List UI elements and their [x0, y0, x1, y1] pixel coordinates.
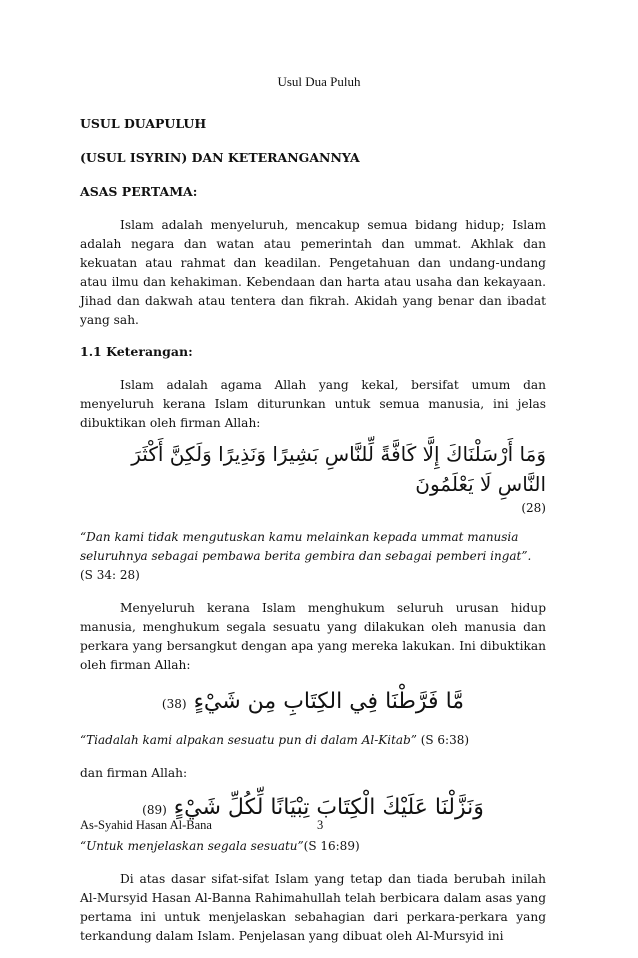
- running-header: Usul Dua Puluh: [277, 74, 361, 89]
- quran-verse-3: وَنَزَّلْنَا عَلَيْكَ الْكِتَابَ تِبْيَانًا لِّكُلِّ شَيْءٍ: [173, 795, 484, 820]
- paragraph-dan-firman: dan firman Allah:: [80, 766, 188, 780]
- page-number: 3: [317, 818, 324, 832]
- paragraph-keterangan: Islam adalah agama Allah yang kekal, bersifat umum dan menyeluruh kerana Islam diturunkan untuk semua manusia, ini jelas dibuktikan oleh firman Allah:: [80, 378, 546, 430]
- heading-usul-isyrin: (USUL ISYRIN) DAN KETERANGANNYA: [80, 150, 360, 165]
- verse-number-2: (38): [161, 697, 187, 711]
- verse-number-3: (89): [142, 803, 167, 817]
- translation-2: [80, 731, 546, 750]
- translation-1-text: “Dan kami tidak mengutuskan kamu melainkan kepada ummat manusia seluruhnya sebagai pembawa berita gembira dan sebagai pemberi ingat”.: [80, 530, 532, 563]
- heading-usul-duapuluh: USUL DUAPULUH: [80, 116, 207, 131]
- paragraph-menyeluruh: Menyeluruh kerana Islam menghukum seluruh urusan hidup manusia, menghukum segala sesuatu yang dilakukan oleh manusia dan perkara yang bersangkut dengan apa yang mereka lakukan. Ini dibuktikan oleh firman Allah:: [80, 601, 546, 672]
- translation-3: [80, 837, 546, 856]
- heading-asas-pertama: ASAS PERTAMA:: [80, 184, 198, 199]
- translation-3-text: “Untuk menjelaskan segala sesuatu”: [80, 839, 304, 853]
- quran-verse-2: مَّا فَرَّطْنَا فِي الكِتَابِ مِن شَيْءٍ: [193, 689, 465, 714]
- quran-verse-1: وَمَا أَرْسَلْنَاكَ إِلَّا كَافَّةً لِّلنَّاسِ بَشِيرًا وَنَذِيرًا وَلَكِنَّ أَكْثَرَ النَّاسِ لَا يَعْلَمُونَ: [131, 442, 546, 496]
- translation-1: [80, 528, 546, 585]
- footer-author: As-Syahid Hasan Al-Bana: [80, 818, 212, 832]
- translation-3-source: (S 16:89): [303, 839, 360, 853]
- paragraph-asas: Islam adalah menyeluruh, mencakup semua bidang hidup; Islam adalah negara dan watan atau pemerintah dan ummat. Akhlak dan kekuatan atau rahmat dan keadilan. Pengetahuan dan undang-undang atau ilmu dan kehakiman. Kebendaan dan harta atau usaha dan kekayaan. Jihad dan dakwah atau tentera dan fikrah. Akidah yang benar dan ibadat yang sah.: [80, 218, 546, 327]
- translation-2-source: (S 6:38): [416, 733, 470, 747]
- paragraph-di-atas: Di atas dasar sifat-sifat Islam yang tetap dan tiada berubah inilah Al-Mursyid Hasan Al-Banna Rahimahullah telah berbicara dalam asas yang pertama ini untuk menjelaskan sebahagian dari perkara-perkara yang terkandung dalam Islam. Penjelasan yang dibuat oleh Al-Mursyid ini: [80, 872, 546, 943]
- translation-2-text: “Tiadalah kami alpakan sesuatu pun di dalam Al-Kitab”: [80, 733, 417, 747]
- translation-1-source: (S 34: 28): [80, 568, 140, 582]
- quran-verse-2-line: [80, 687, 546, 719]
- verse-number-1: (28): [521, 501, 546, 515]
- heading-keterangan: 1.1 Keterangan:: [80, 344, 193, 359]
- page-footer: [80, 818, 546, 833]
